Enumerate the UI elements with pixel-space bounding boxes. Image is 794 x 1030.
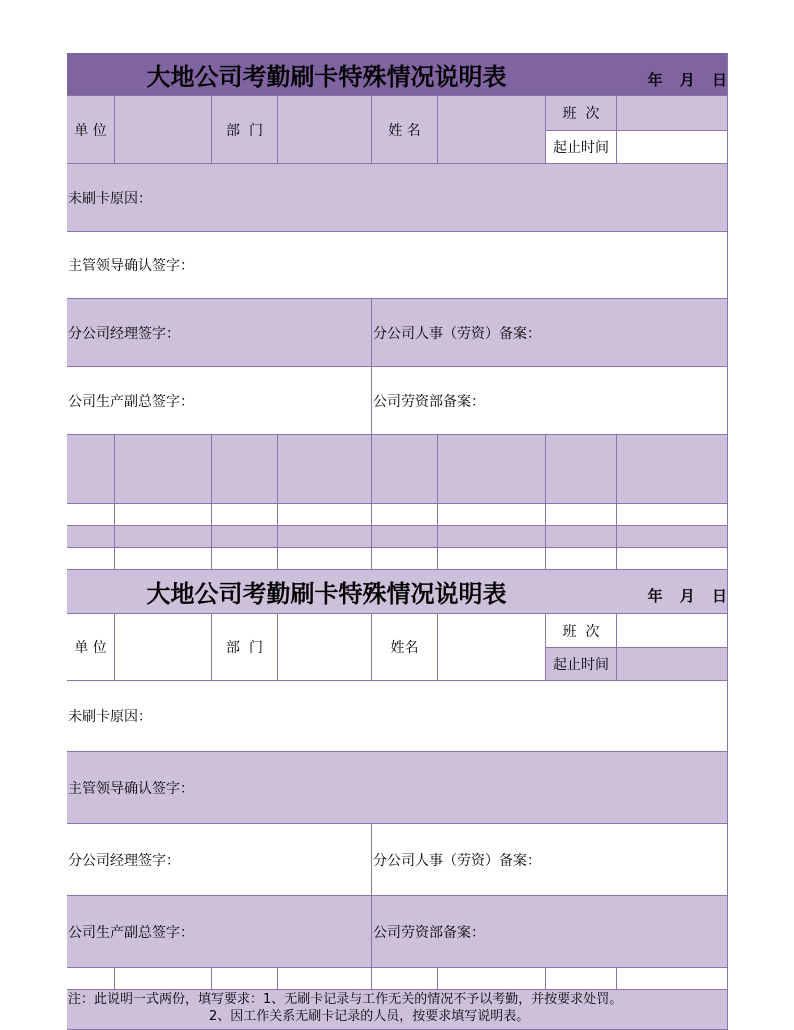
name-label-cell [372,96,438,164]
note-cell [67,990,728,1030]
vp-sign-field[interactable] [67,896,372,968]
dept-label: 部 门 [226,122,263,139]
grid-cell[interactable] [67,526,115,548]
grid-cell[interactable] [617,968,728,990]
shift-label: 班 次 [562,623,600,640]
date-cell[interactable] [636,570,728,614]
grid-cell[interactable] [546,504,617,526]
grid-cell[interactable] [212,526,278,548]
branch-manager-sign-label: 分公司经理签字： [68,325,180,342]
dept-label: 部 门 [226,640,263,656]
grid-cell[interactable] [278,526,372,548]
supervisor-sign-label: 主管领导确认签字： [68,258,194,274]
grid-cell[interactable] [212,504,278,526]
name-input[interactable] [438,614,546,681]
form-title-cell [67,570,637,614]
grid-cell[interactable] [67,504,115,526]
grid-cell[interactable] [617,435,728,504]
grid-cell[interactable] [438,968,546,990]
grid-cell[interactable] [115,504,212,526]
grid-cell[interactable] [278,504,372,526]
reason-field[interactable] [67,681,728,752]
branch-hr-record-field[interactable] [372,299,728,367]
form-title-cell [67,53,637,96]
grid-cell[interactable] [372,504,438,526]
grid-cell[interactable] [115,548,212,570]
unit-label: 单 位 [74,122,107,139]
grid-cell[interactable] [372,435,438,504]
name-label: 姓名 [390,640,419,656]
unit-label-cell [67,614,115,681]
grid-cell[interactable] [546,526,617,548]
form-title: 大地公司考勤刷卡特殊情况说明表 [146,580,507,608]
grid-cell[interactable] [372,526,438,548]
grid-cell[interactable] [115,435,212,504]
name-label-cell [372,614,438,681]
vp-sign-field[interactable] [67,367,372,435]
branch-hr-record-field[interactable] [372,824,728,896]
time-label: 起止时间 [553,140,609,156]
note-line-2: 2、因工作关系无刷卡记录的人员，按要求填写说明表。 [209,1009,530,1024]
unit-input[interactable] [115,96,212,164]
labor-dept-record-field[interactable] [372,367,728,435]
note-line-1: 注：此说明一式两份，填写要求：1、无刷卡记录与工作无关的情况不予以考勤，并按要求处罚。 [68,992,623,1007]
time-input[interactable] [617,648,728,681]
grid-cell[interactable] [546,968,617,990]
date-label: 年 月 日 [647,587,727,605]
grid-cell[interactable] [438,504,546,526]
unit-input[interactable] [115,614,212,681]
name-label: 姓 名 [388,122,421,139]
grid-cell[interactable] [438,526,546,548]
unit-label-cell [67,96,115,164]
grid-cell[interactable] [212,435,278,504]
grid-cell[interactable] [617,548,728,570]
grid-cell[interactable] [546,548,617,570]
grid-cell[interactable] [212,968,278,990]
supervisor-sign-field[interactable] [67,232,728,299]
reason-label: 未刷卡原因： [68,190,152,207]
time-label: 起止时间 [553,657,609,673]
grid-cell[interactable] [617,526,728,548]
time-input[interactable] [617,131,728,164]
grid-cell[interactable] [67,548,115,570]
date-cell[interactable] [636,53,728,96]
grid-cell[interactable] [546,435,617,504]
dept-input[interactable] [278,96,372,164]
shift-input[interactable] [617,614,728,648]
branch-manager-sign-field[interactable] [67,299,372,367]
grid-cell[interactable] [372,548,438,570]
vp-sign-label: 公司生产副总签字： [68,393,194,410]
name-input[interactable] [438,96,546,164]
grid-cell[interactable] [438,435,546,504]
form-title: 大地公司考勤刷卡特殊情况说明表 [146,62,507,91]
labor-dept-record-field[interactable] [372,896,728,968]
branch-hr-record-label: 分公司人事（劳资）备案： [373,852,541,869]
shift-label: 班 次 [562,106,600,122]
labor-dept-record-label: 公司劳资部备案： [373,393,485,410]
supervisor-sign-label: 主管领导确认签字： [68,780,194,797]
time-label-cell [546,131,617,164]
grid-cell[interactable] [278,968,372,990]
dept-label-cell [212,614,278,681]
grid-cell[interactable] [438,548,546,570]
reason-field[interactable] [67,164,728,232]
grid-cell[interactable] [617,504,728,526]
branch-hr-record-label: 分公司人事（劳资）备案： [373,325,541,342]
unit-label: 单 位 [74,640,107,656]
grid-cell[interactable] [115,526,212,548]
grid-cell[interactable] [115,968,212,990]
labor-dept-record-label: 公司劳资部备案： [373,924,485,941]
vp-sign-label: 公司生产副总签字： [68,924,194,941]
grid-cell[interactable] [278,548,372,570]
dept-label-cell [212,96,278,164]
grid-cell[interactable] [372,968,438,990]
shift-label-cell [546,96,617,131]
time-label-cell [546,648,617,681]
grid-cell[interactable] [67,968,115,990]
shift-input[interactable] [617,96,728,131]
date-label: 年 月 日 [647,70,727,89]
grid-cell[interactable] [212,548,278,570]
supervisor-sign-field[interactable] [67,752,728,824]
grid-cell[interactable] [67,435,115,504]
branch-manager-sign-field[interactable] [67,824,372,896]
dept-input[interactable] [278,614,372,681]
grid-cell[interactable] [278,435,372,504]
branch-manager-sign-label: 分公司经理签字： [68,852,180,869]
shift-label-cell [546,614,617,648]
reason-label: 未刷卡原因： [68,709,152,725]
